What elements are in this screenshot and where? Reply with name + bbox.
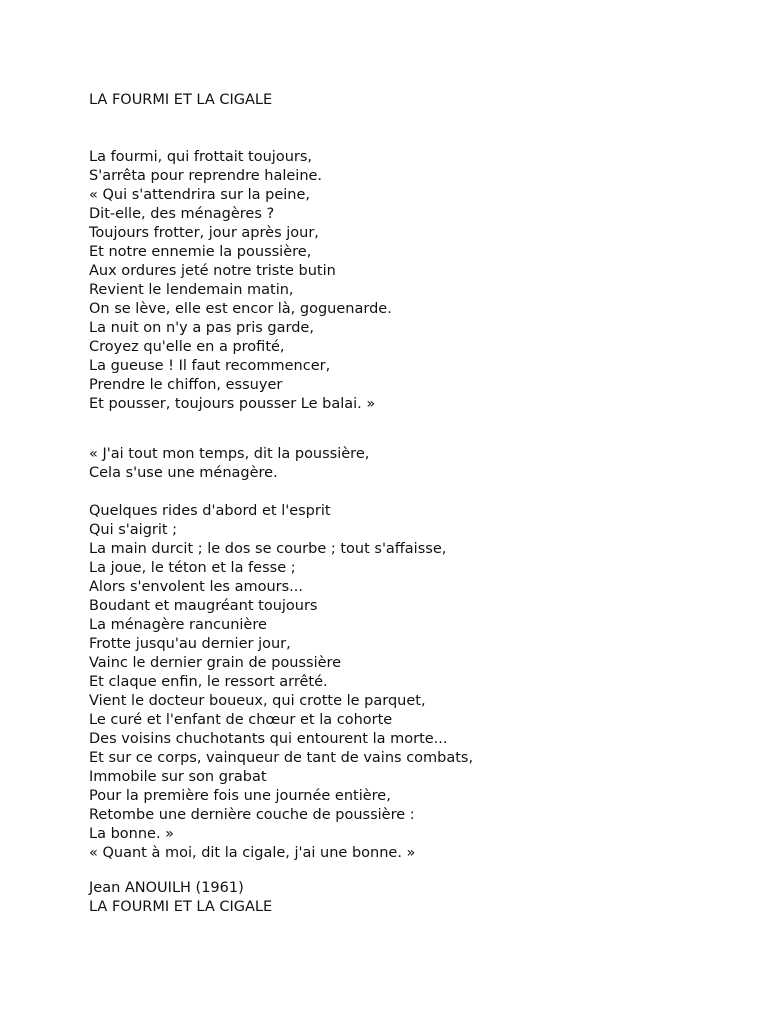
poem-line: Alors s'envolent les amours...	[89, 579, 304, 595]
poem-line: « Quant à moi, dit la cigale, j'ai une bonne. »	[89, 845, 416, 861]
stanza-1	[89, 148, 392, 414]
poem-line: Retombe une dernière couche de poussière :	[89, 807, 415, 823]
poem-line: Le curé et l'enfant de chœur et la cohorte	[89, 712, 393, 728]
poem-line: Immobile sur son grabat	[89, 769, 267, 785]
poem-line: Aux ordures jeté notre triste butin	[89, 263, 336, 279]
poem-title: LA FOURMI ET LA CIGALE	[89, 92, 273, 108]
author-line: Jean ANOUILH (1961)	[89, 880, 244, 896]
stanza-2	[89, 445, 369, 483]
poem-line: Et sur ce corps, vainqueur de tant de vains combats,	[89, 750, 474, 766]
poem-line: Et notre ennemie la poussière,	[89, 244, 312, 260]
poem-line: On se lève, elle est encor là, goguenarde.	[89, 301, 392, 317]
poem-line: Cela s'use une ménagère.	[89, 465, 278, 481]
poem-line: La fourmi, qui frottait toujours,	[89, 149, 313, 165]
poem-line: Quelques rides d'abord et l'esprit	[89, 503, 331, 519]
poem-line: Qui s'aigrit ;	[89, 522, 178, 538]
poem-line: La bonne. »	[89, 826, 175, 842]
signature-title-line: LA FOURMI ET LA CIGALE	[89, 899, 273, 915]
poem-line: Vainc le dernier grain de poussière	[89, 655, 342, 671]
poem-line: Revient le lendemain matin,	[89, 282, 294, 298]
poem-line: « Qui s'attendrira sur la peine,	[89, 187, 310, 203]
poem-line: Vient le docteur boueux, qui crotte le parquet,	[89, 693, 426, 709]
poem-line: La gueuse ! Il faut recommencer,	[89, 358, 331, 374]
poem-line: Frotte jusqu'au dernier jour,	[89, 636, 291, 652]
poem-line: Et pousser, toujours pousser Le balai. »	[89, 396, 376, 412]
signature	[89, 879, 272, 917]
poem-line: La joue, le téton et la fesse ;	[89, 560, 296, 576]
poem-line: Prendre le chiffon, essuyer	[89, 377, 283, 393]
stanza-3	[89, 502, 473, 863]
poem-line: Toujours frotter, jour après jour,	[89, 225, 319, 241]
poem-line: La nuit on n'y a pas pris garde,	[89, 320, 314, 336]
poem-line: S'arrêta pour reprendre haleine.	[89, 168, 323, 184]
poem-line: La main durcit ; le dos se courbe ; tout s'affaisse,	[89, 541, 447, 557]
poem-line: Croyez qu'elle en a profité,	[89, 339, 285, 355]
poem-line: Dit-elle, des ménagères ?	[89, 206, 275, 222]
poem-line: Et claque enfin, le ressort arrêté.	[89, 674, 328, 690]
poem-line: « J'ai tout mon temps, dit la poussière,	[89, 446, 370, 462]
poem-line: La ménagère rancunière	[89, 617, 267, 633]
poem-line: Pour la première fois une journée entière,	[89, 788, 391, 804]
poem-line: Des voisins chuchotants qui entourent la morte...	[89, 731, 448, 747]
poem-line: Boudant et maugréant toujours	[89, 598, 318, 614]
